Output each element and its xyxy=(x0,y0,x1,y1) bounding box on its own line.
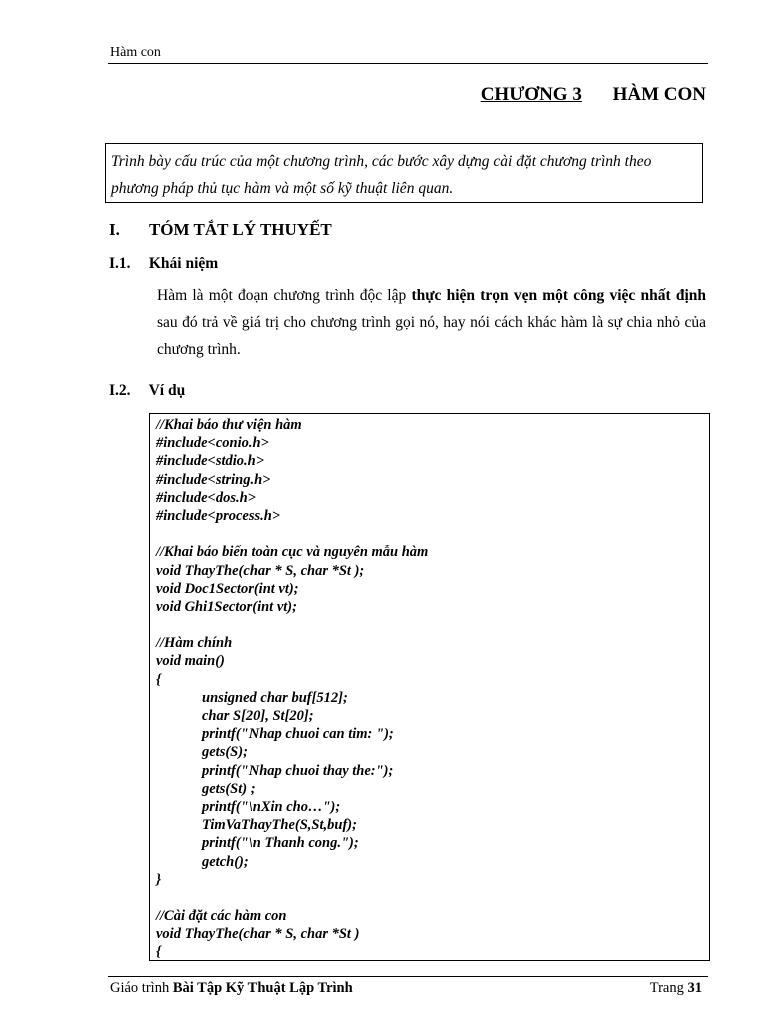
code-line: gets(S); xyxy=(202,744,248,761)
code-line xyxy=(156,889,428,907)
code-line xyxy=(156,616,428,634)
footer-prefix: Giáo trình xyxy=(110,980,173,996)
code-line: char S[20], St[20]; xyxy=(202,708,314,724)
code-line: gets(St) ; xyxy=(202,780,256,797)
code-line: printf("Nhap chuoi can tim: "); xyxy=(202,726,394,743)
paragraph-bold-text: thực hiện trọn vẹn một công việc nhất định xyxy=(411,287,706,304)
code-line: #include<dos.h> xyxy=(156,489,256,506)
code-line xyxy=(156,525,428,543)
code-line: } xyxy=(156,871,162,888)
chapter-title: HÀM CON xyxy=(612,84,706,105)
subsection-title: Ví dụ xyxy=(148,382,186,399)
paragraph-text-end: sau đó trả về giá trị cho chương trình gọi nó, hay nói cách khác hàm là sự chia nhỏ của chương trình. xyxy=(157,314,706,358)
code-line: printf("\n Thanh cong."); xyxy=(202,835,359,852)
running-header: Hàm con xyxy=(110,45,161,60)
code-line: getch(); xyxy=(202,853,249,870)
section-heading xyxy=(109,220,332,240)
page-number: 31 xyxy=(687,980,702,996)
code-line: printf("Nhap chuoi thay the:"); xyxy=(202,762,394,779)
code-line: void Doc1Sector(int vt); xyxy=(156,580,299,597)
footer-rule xyxy=(108,976,708,977)
code-line: #include<string.h> xyxy=(156,471,271,488)
subsection-heading-example xyxy=(109,382,185,400)
code-line: //Khai báo thư viện hàm xyxy=(156,417,302,433)
footer-page xyxy=(650,980,702,997)
code-line: void Ghi1Sector(int vt); xyxy=(156,598,297,615)
code-line: #include<stdio.h> xyxy=(156,453,264,470)
code-line: #include<process.h> xyxy=(156,507,281,524)
code-line: void ThayThe(char * S, char *St ); xyxy=(156,562,365,579)
code-line: printf("\nXin cho…"); xyxy=(202,798,341,815)
code-line: //Hàm chính xyxy=(156,635,233,652)
section-number: I. xyxy=(109,220,120,239)
chapter-number: CHƯƠNG 3 xyxy=(480,84,582,105)
chapter-heading xyxy=(481,84,706,106)
code-line: unsigned char buf[512]; xyxy=(202,689,348,706)
code-example-box xyxy=(149,413,710,961)
code-line: { xyxy=(156,671,162,688)
section-title: TÓM TẮT LÝ THUYẾT xyxy=(148,220,332,239)
concept-paragraph xyxy=(157,282,706,363)
paragraph-text: Hàm là một đoạn chương trình độc lập xyxy=(157,287,412,304)
subsection-heading-concept xyxy=(109,255,218,273)
footer-book-title xyxy=(110,980,353,997)
code-line: void main() xyxy=(156,653,225,670)
footer-book-name: Bài Tập Kỹ Thuật Lập Trình xyxy=(172,980,353,996)
code-line: { xyxy=(156,944,162,961)
chapter-summary: Trình bày cấu trúc của một chương trình, các bước xây dựng cài đặt chương trình theo phương pháp thủ tục hàm và một số kỹ thuật liên quan. xyxy=(105,143,703,203)
code-listing xyxy=(156,416,428,961)
header-rule xyxy=(108,63,708,64)
code-line: void ThayThe(char * S, char *St ) xyxy=(156,926,360,943)
subsection-title: Khái niệm xyxy=(148,255,219,272)
subsection-number: I.1. xyxy=(109,255,131,272)
footer-page-label: Trang xyxy=(649,980,688,996)
code-line: #include<conio.h> xyxy=(156,435,269,452)
code-line: TimVaThayThe(S,St,buf); xyxy=(202,817,357,834)
subsection-number: I.2. xyxy=(109,382,131,399)
code-line: //Khai báo biến toàn cục và nguyên mẫu hàm xyxy=(156,544,429,561)
code-line: //Cài đặt các hàm con xyxy=(156,908,287,925)
